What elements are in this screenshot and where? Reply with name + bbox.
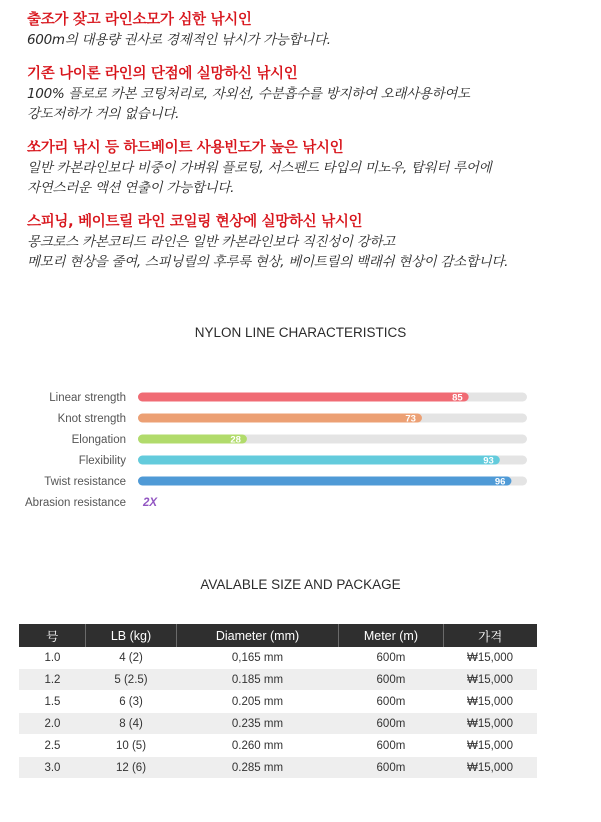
column-header: Diameter (mm) <box>176 624 339 647</box>
category-label: Abrasion resistance <box>25 497 126 509</box>
table-cell: ₩15,000 <box>443 691 537 713</box>
bar <box>138 393 469 402</box>
intro-heading: 스피닝, 베이트릴 라인 코일링 현상에 실망하신 낚시인 <box>27 214 363 230</box>
intro-line: 자연스러운 액션 연출이 가능합니다. <box>27 180 235 196</box>
table-cell: 8 (4) <box>86 713 176 735</box>
intro-block <box>27 64 587 124</box>
table-cell: 2.5 <box>19 735 86 757</box>
table-cell: 4 (2) <box>86 647 176 669</box>
column-header: LB (kg) <box>86 624 176 647</box>
table-cell: ₩15,000 <box>443 713 537 735</box>
intro-block <box>27 138 587 198</box>
category-label: Twist resistance <box>44 476 126 488</box>
value-label: 73 <box>405 413 416 425</box>
intro-block <box>27 212 587 272</box>
size-package-table <box>19 624 537 779</box>
table-cell: 5 (2.5) <box>86 669 176 691</box>
intro-line: 일반 카본라인보다 비중이 가벼워 플로팅, 서스펜드 타입의 미노우, 탑워터 루어에 <box>27 160 492 176</box>
table-cell: 1.0 <box>19 647 86 669</box>
intro-line: 600m의 대용량 권사로 경제적인 낚시가 가능합니다. <box>27 32 331 48</box>
table-cell: ₩15,000 <box>443 735 537 757</box>
table-title: AVALABLE SIZE AND PACKAGE <box>200 577 401 592</box>
table-row <box>19 691 537 713</box>
table-cell: 2.0 <box>19 713 86 735</box>
chart-title: NYLON LINE CHARACTERISTICS <box>194 325 407 340</box>
category-label: Elongation <box>71 434 126 446</box>
table-cell: 10 (5) <box>86 735 176 757</box>
table-cell: ₩15,000 <box>443 669 537 691</box>
table-cell: ₩15,000 <box>443 757 537 779</box>
bar <box>138 477 511 486</box>
table-cell: 600m <box>339 647 443 669</box>
value-label: 96 <box>494 476 506 488</box>
table-cell: 0.260 mm <box>176 735 339 757</box>
table-cell: 0,165 mm <box>176 647 339 669</box>
characteristics-chart <box>0 380 601 520</box>
value-label: 85 <box>452 392 463 404</box>
category-label: Knot strength <box>57 413 126 425</box>
table-row <box>19 757 537 779</box>
table-cell: 600m <box>339 735 443 757</box>
value-label: 93 <box>483 455 494 467</box>
table-cell: 0.185 mm <box>176 669 339 691</box>
column-header: Meter (m) <box>339 624 443 647</box>
column-header: 号 <box>19 624 86 647</box>
intro-line: 강도저하가 거의 없습니다. <box>27 106 180 122</box>
table-cell: 600m <box>339 669 443 691</box>
intro-line: 몽크로스 카본코티드 라인은 일반 카본라인보다 직진성이 강하고 <box>27 234 395 250</box>
table-row <box>19 735 537 757</box>
table-header-row <box>19 624 537 647</box>
value-label: 28 <box>230 434 241 446</box>
intro-line: 메모리 현상을 줄여, 스피닝릴의 후루룩 현상, 베이트릴의 백래쉬 현상이 감소합니다. <box>27 254 509 270</box>
intro-block <box>27 10 587 50</box>
table-cell: 3.0 <box>19 757 86 779</box>
intro-heading: 쏘가리 낚시 등 하드베이트 사용빈도가 높은 낚시인 <box>27 140 344 156</box>
table-cell: 0.285 mm <box>176 757 339 779</box>
category-label: Linear strength <box>49 392 126 404</box>
intro-heading: 출조가 잦고 라인소모가 심한 낚시인 <box>27 12 252 28</box>
intro-line: 100% 플로로 카본 코팅처리로, 자외선, 수분흡수를 방지하여 오래사용하여도 <box>27 86 470 102</box>
bar <box>138 456 500 465</box>
table-cell: 6 (3) <box>86 691 176 713</box>
table-cell: ₩15,000 <box>443 647 537 669</box>
table-cell: 600m <box>339 691 443 713</box>
table-cell: 0.205 mm <box>176 691 339 713</box>
value-label: 2X <box>143 497 158 509</box>
table-cell: 600m <box>339 713 443 735</box>
table-row <box>19 669 537 691</box>
intro-heading: 기존 나이론 라인의 단점에 실망하신 낚시인 <box>27 66 298 82</box>
column-header: 가격 <box>443 624 537 647</box>
table-cell: 0.235 mm <box>176 713 339 735</box>
bar <box>138 414 422 423</box>
table-cell: 600m <box>339 757 443 779</box>
intro-section <box>27 10 587 286</box>
table-cell: 1.5 <box>19 691 86 713</box>
table-row <box>19 713 537 735</box>
table-cell: 12 (6) <box>86 757 176 779</box>
table-cell: 1.2 <box>19 669 86 691</box>
category-label: Flexibility <box>78 455 126 467</box>
table-row <box>19 647 537 669</box>
